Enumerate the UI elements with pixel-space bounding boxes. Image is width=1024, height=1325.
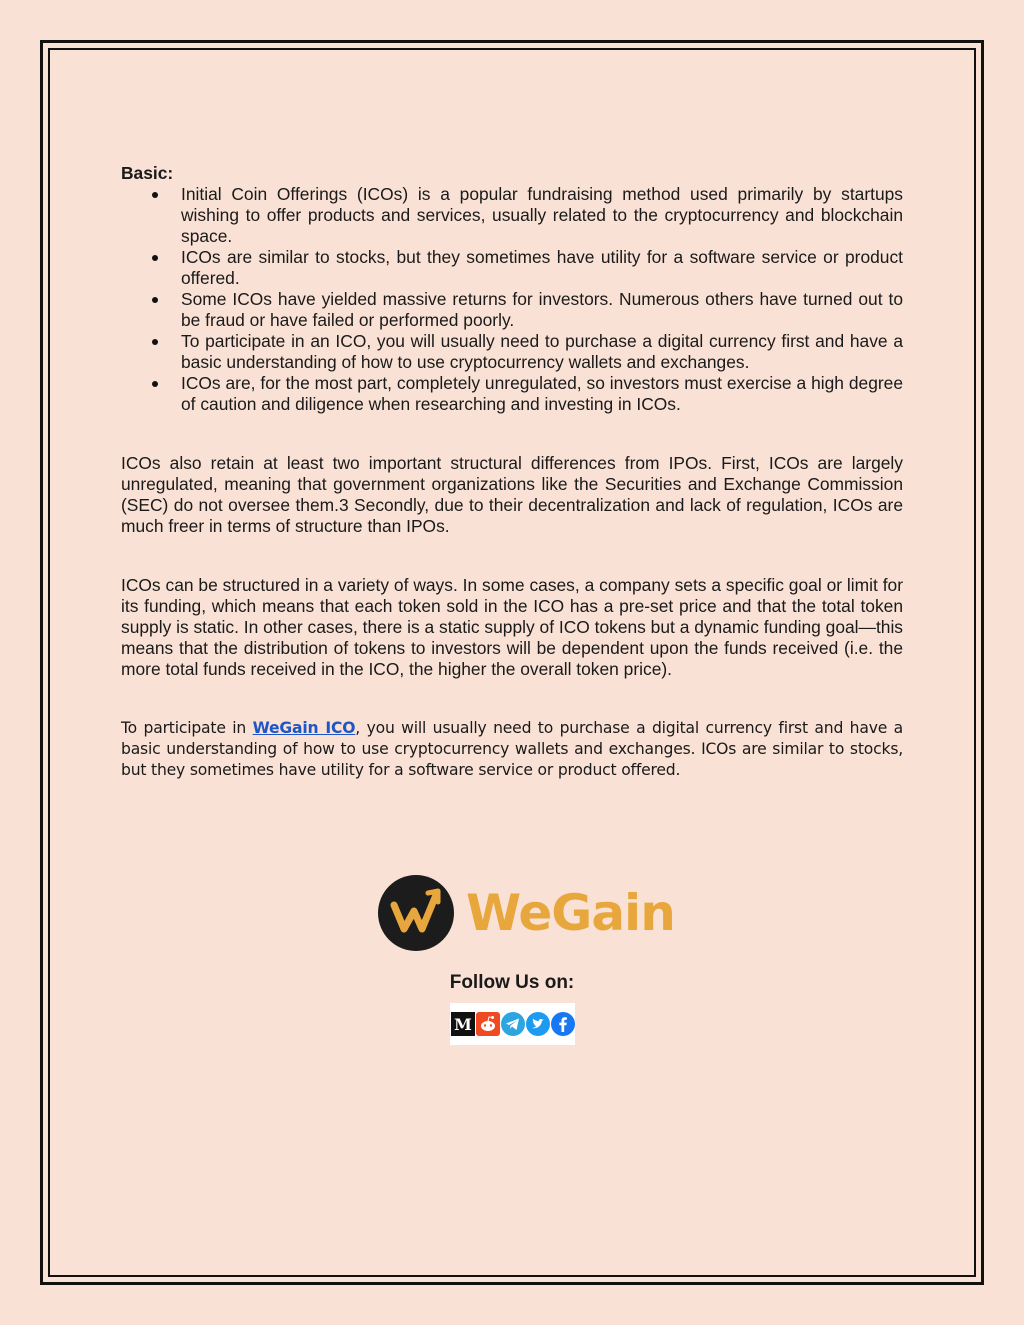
paragraph-promo bbox=[121, 718, 903, 781]
bullet-icon bbox=[152, 255, 158, 261]
medium-icon[interactable] bbox=[451, 1012, 475, 1036]
list-item-text: ICOs are similar to stocks, but they sometimes have utility for a software service or product offered. bbox=[181, 247, 903, 288]
list-item-text: To participate in an ICO, you will usually need to purchase a digital currency first and have a basic understanding of how to use cryptocurrency wallets and exchanges. bbox=[181, 331, 903, 372]
bullet-icon bbox=[152, 381, 158, 387]
list-item bbox=[181, 247, 903, 289]
wegain-w-arrow-icon bbox=[378, 875, 454, 951]
reddit-icon[interactable] bbox=[476, 1012, 500, 1036]
bullet-icon bbox=[152, 192, 158, 198]
telegram-icon[interactable] bbox=[501, 1012, 525, 1036]
bullet-list bbox=[121, 184, 903, 415]
wegain-wordmark: WeGain bbox=[466, 884, 675, 942]
list-item bbox=[181, 289, 903, 331]
twitter-icon[interactable] bbox=[526, 1012, 550, 1036]
list-item-text: ICOs are, for the most part, completely unregulated, so investors must exercise a high degree of caution and diligence when researching and investing in ICOs. bbox=[181, 373, 903, 414]
bullet-icon bbox=[152, 339, 158, 345]
facebook-icon[interactable] bbox=[551, 1012, 575, 1036]
list-item-text: Some ICOs have yielded massive returns for investors. Numerous others have turned out to be fraud or have failed or performed poorly. bbox=[181, 289, 903, 330]
paragraph-ico-structure: ICOs can be structured in a variety of ways. In some cases, a company sets a specific goal or limit for its funding, which means that each token sold in the ICO has a pre-set price and that the total token supply is static. In other cases, there is a static supply of ICO tokens but a dynamic funding goal—this means that the distribution of tokens to investors will be dependent upon the funds received (i.e. the more total funds received in the ICO, the higher the overall token price). bbox=[121, 575, 904, 679]
list-item bbox=[181, 331, 903, 373]
wegain-logo bbox=[378, 874, 675, 952]
wegain-ico-link[interactable]: WeGain ICO bbox=[252, 719, 356, 737]
promo-text-before: To participate in bbox=[121, 719, 253, 737]
list-item-text: Initial Coin Offerings (ICOs) is a popular fundraising method used primarily by startups wishing to offer products and services, usually related to the cryptocurrency and blockchain space. bbox=[181, 184, 903, 246]
section-heading: Basic: bbox=[121, 163, 174, 183]
wegain-mark-icon bbox=[378, 875, 454, 951]
list-item bbox=[181, 184, 903, 247]
promo-text-after: , you will usually need to purchase a digital currency first and have a basic understanding of how to use cryptocurrency wallets and exchanges. ICOs are similar to stocks, but they sometimes have utility for a software service or product offered. bbox=[121, 719, 904, 779]
follow-us-label: Follow Us on: bbox=[449, 972, 575, 993]
list-item bbox=[181, 373, 903, 415]
social-icons bbox=[450, 1003, 575, 1045]
svg-text:M: M bbox=[453, 1015, 472, 1034]
bullet-icon bbox=[152, 297, 158, 303]
paragraph-structural-differences: ICOs also retain at least two important structural differences from IPOs. First, ICOs are largely unregulated, meaning that government organizations like the Securities and Exchange Commission (SEC) do not oversee them.3 Secondly, due to their decentralization and lack of regulation, ICOs are much freer in terms of structure than IPOs. bbox=[121, 453, 903, 536]
document-body bbox=[121, 163, 903, 781]
